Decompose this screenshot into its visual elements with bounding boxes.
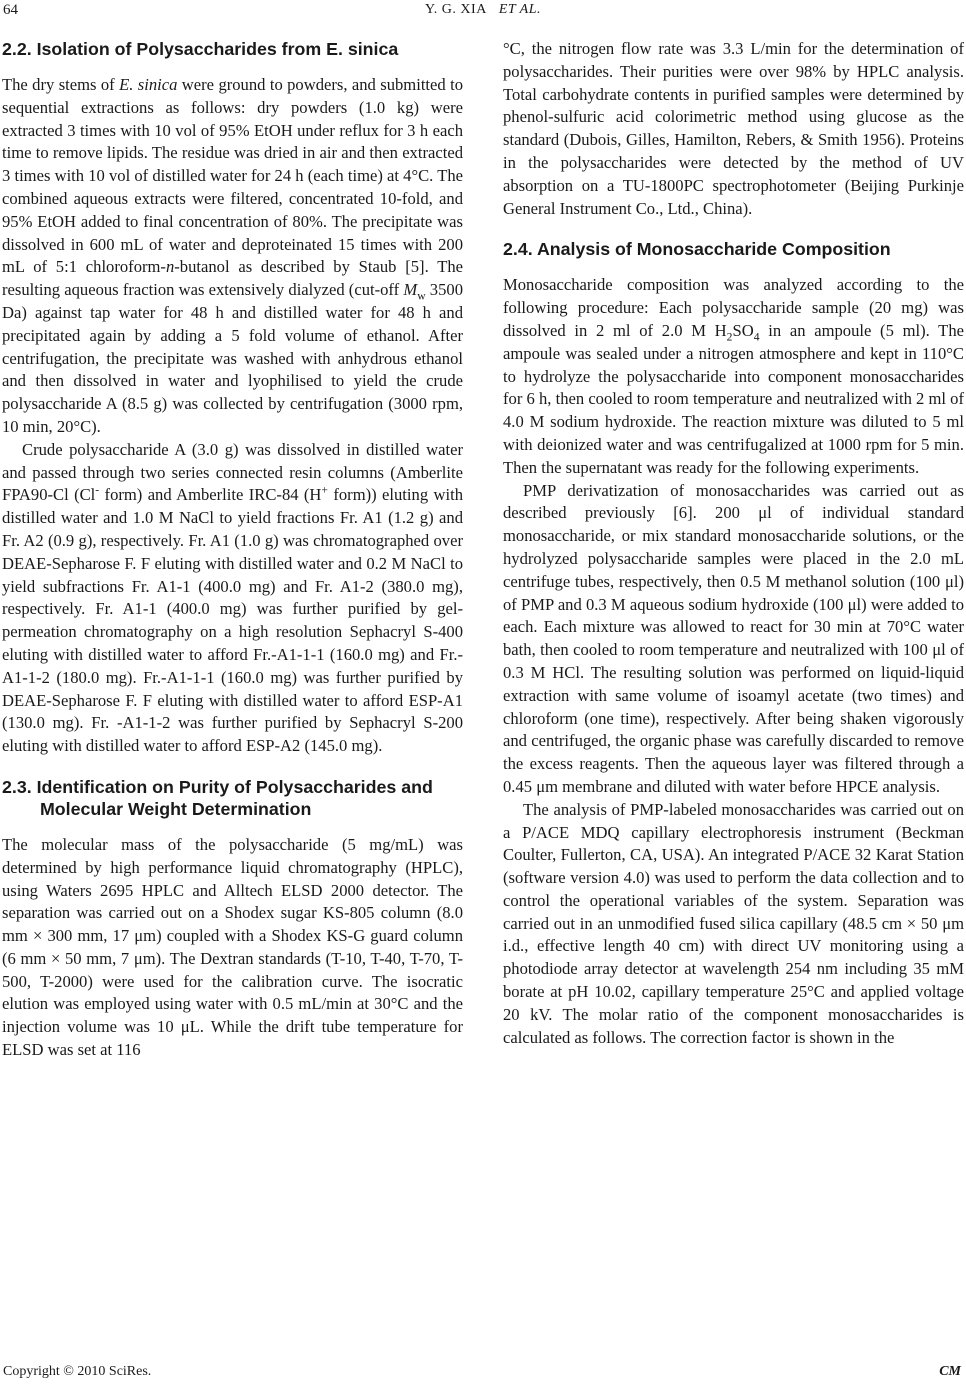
journal-abbreviation: CM	[939, 1364, 961, 1379]
paragraph-isolation-1: The dry stems of E. sinica were ground to powders, and submitted to sequential extractions as follows: dry powders (1.0 kg) were extracted 3 times with 10 vol of 95% EtOH under reflux for 3 h each time to remove lipids. The residue was dried in air and then extracted 3 times with 10 vol of distilled water for 24 h (each time) at 4°C. The combined aqueous extracts were filtered, concentrated 10-fold, and 95% EtOH added to final concentration of 80%. The precipitate was dissolved in 600 mL of water and deproteinated 15 times with 200 mL of 5:1 chloroform-n-butanol as described by Staub [5]. The resulting aqueous fraction was extensively dialyzed (cut-off $M_w$ 3500 Da) against tap water for 48 h and distilled water for 48 h and precipitated again by adding a 5 fold volume of ethanol. After centrifugation, the precipitate was washed with anhydrous ethanol and then dissolved in water and lyophilised to yield the crude polysaccharide A (8.5 g) was collected by centrifugation (3000 rpm, 10 min, 20°C).	[2, 75, 463, 436]
paragraph-monosaccharide-1: Monosaccharide composition was analyzed according to the following procedure: Each polysaccharide sample (20 mg) was dissolved in 2 ml of 2.0 M $H_2SO_4$ in an ampoule (5 ml). The ampoule was sealed under a nitrogen atmosphere and kept in 110°C to hydrolyze the polysaccharide into component monosaccharides for 6 h, then cooled to room temperature and neutralized with 2 ml of 4.0 M sodium hydroxide. The reaction mixture was diluted to 5 ml with deionized water and was centrifugalized at 1000 rpm for 5 min. Then the supernatant was ready for the following experiments.	[503, 275, 964, 477]
paragraph-isolation-2: Crude polysaccharide A (3.0 g) was dissolved in distilled water and passed through two series connected resin columns (Amberlite FPA90-Cl (Cl- form) and Amberlite IRC-84 (H+ form)) eluting with distilled water and 1.0 M NaCl to yield fractions Fr. A1 (1.2 g) and Fr. A2 (0.9 g), respectively. Fr. A1 (1.0 g) was chromatographed over DEAE-Sepharose F. F eluting with distilled water and 0.2 M NaCl to yield subfractions Fr. A1-1 (400.0 mg) and Fr. A1-2 (380.0 mg), respectively. Fr. A1-1 (400.0 mg) was further purified by gel-permeation chromatography on a high resolution Sephacryl S-400 eluting with distilled water to afford Fr.-A1-1-1 (160.0 mg) and Fr.-A1-1-2 (180.0 mg). Fr.-A1-1-1 (160.0 mg) was further purified by DEAE-Sepharose F. F eluting with distilled water to afford ESP-A1 (130.0 mg). Fr. -A1-1-2 was further purified by Sephacryl S-200 eluting with distilled water to afford ESP-A2 (145.0 mg).	[2, 439, 463, 756]
running-head	[0, 2, 966, 18]
paragraph-purity: The molecular mass of the polysaccharide (5 mg/mL) was determined by high performance liquid chromatography (HPLC), using Waters 2695 HPLC and Alltech ELSD 2000 detector. The separation was carried out on a Shodex sugar KS-805 column (8.0 mm × 300 mm, 17 μm) coupled with a Shodex KS-G guard column (6 mm × 50 mm, 7 μm). The Dextran standards (T-10, T-40, T-70, T-500, T-2000) were used for the calibration curve. The isocratic elution was employed using water with 0.5 mL/min at 30°C and the injection volume was 10 μL. While the drift tube temperature for ELSD was set at 116	[2, 834, 463, 1060]
page-header	[0, 0, 966, 30]
paragraph-hpce-analysis: The analysis of PMP-labeled monosaccharides was carried out on a P/ACE MDQ capillary electrophoresis instrument (Beckman Coulter, Fullerton, CA, USA). An integrated P/ACE 32 Karat Station (software version 4.0) was used to perform the data collection and to control the operational variables of the system. Separation was carried out in an unmodified fused silica capillary (48.5 cm × 50 μm i.d., effective length 40 cm) with direct UV monitoring using a photodiode array detector at wavelength 254 nm including 35 mM borate at pH 10.02, capillary temperature 25°C and applied voltage 20 kV. The molar ratio of the component monosaccharides is calculated as follows. The correction factor is shown in the	[503, 799, 964, 1047]
section-heading-2-3: 2.3. Identification on Purity of Polysaccharides and Molecular Weight Determination	[2, 776, 433, 819]
section-heading-2-2: 2.2. Isolation of Polysaccharides from E. sinica	[2, 39, 399, 59]
running-head-authors: Y. G. XIA	[425, 2, 487, 17]
paragraph-pmp-derivatization: PMP derivatization of monosaccharides was carried out as described previously [6]. 200 μl of individual standard monosaccharide, or mix standard monosaccharide solutions, or the hydrolyzed polysaccharide samples were placed in the 2.0 mL centrifuge tubes, respectively, then 0.5 M methanol solution (100 μl) of PMP and 0.3 M aqueous sodium hydroxide (100 μl) were added to each. Each mixture was allowed to react for 30 min at 70°C water bath, then cooled to room temperature and neutralized with 100 μl of 0.3 M HCl. The resulting solution was performed on liquid-liquid extraction with same volume of isoamyl acetate (two times) and chloroform (one time), respectively. After being shaken vigorously and centrifuged, the organic phase was carefully discarded to remove the excess reagents. Then the aqueous layer was filtered through a 0.45 μm membrane and diluted with water before HPCE analysis.	[503, 480, 964, 796]
section-heading-2-4: 2.4. Analysis of Monosaccharide Composition	[503, 239, 891, 260]
paragraph-purity-continued: °C, the nitrogen flow rate was 3.3 L/min for the determination of polysaccharides. Their purities were over 98% by HPLC analysis. Total carbohydrate contents in purified samples were determined by phenol-sulfuric acid colorimetric method using glucose as the standard (Dubois, Gilles, Hamilton, Rebers, & Smith 1956). Proteins in the polysaccharides were detected by the method of UV absorption on a TU-1800PC spectrophotometer (Beijing Purkinje General Instrument Co., Ltd., China).	[503, 39, 964, 218]
copyright-notice: Copyright © 2010 SciRes.	[3, 1364, 152, 1379]
running-head-etal: ET AL.	[498, 2, 541, 17]
left-column	[2, 38, 463, 1062]
page-number: 64	[3, 2, 18, 18]
right-column	[503, 38, 964, 1049]
